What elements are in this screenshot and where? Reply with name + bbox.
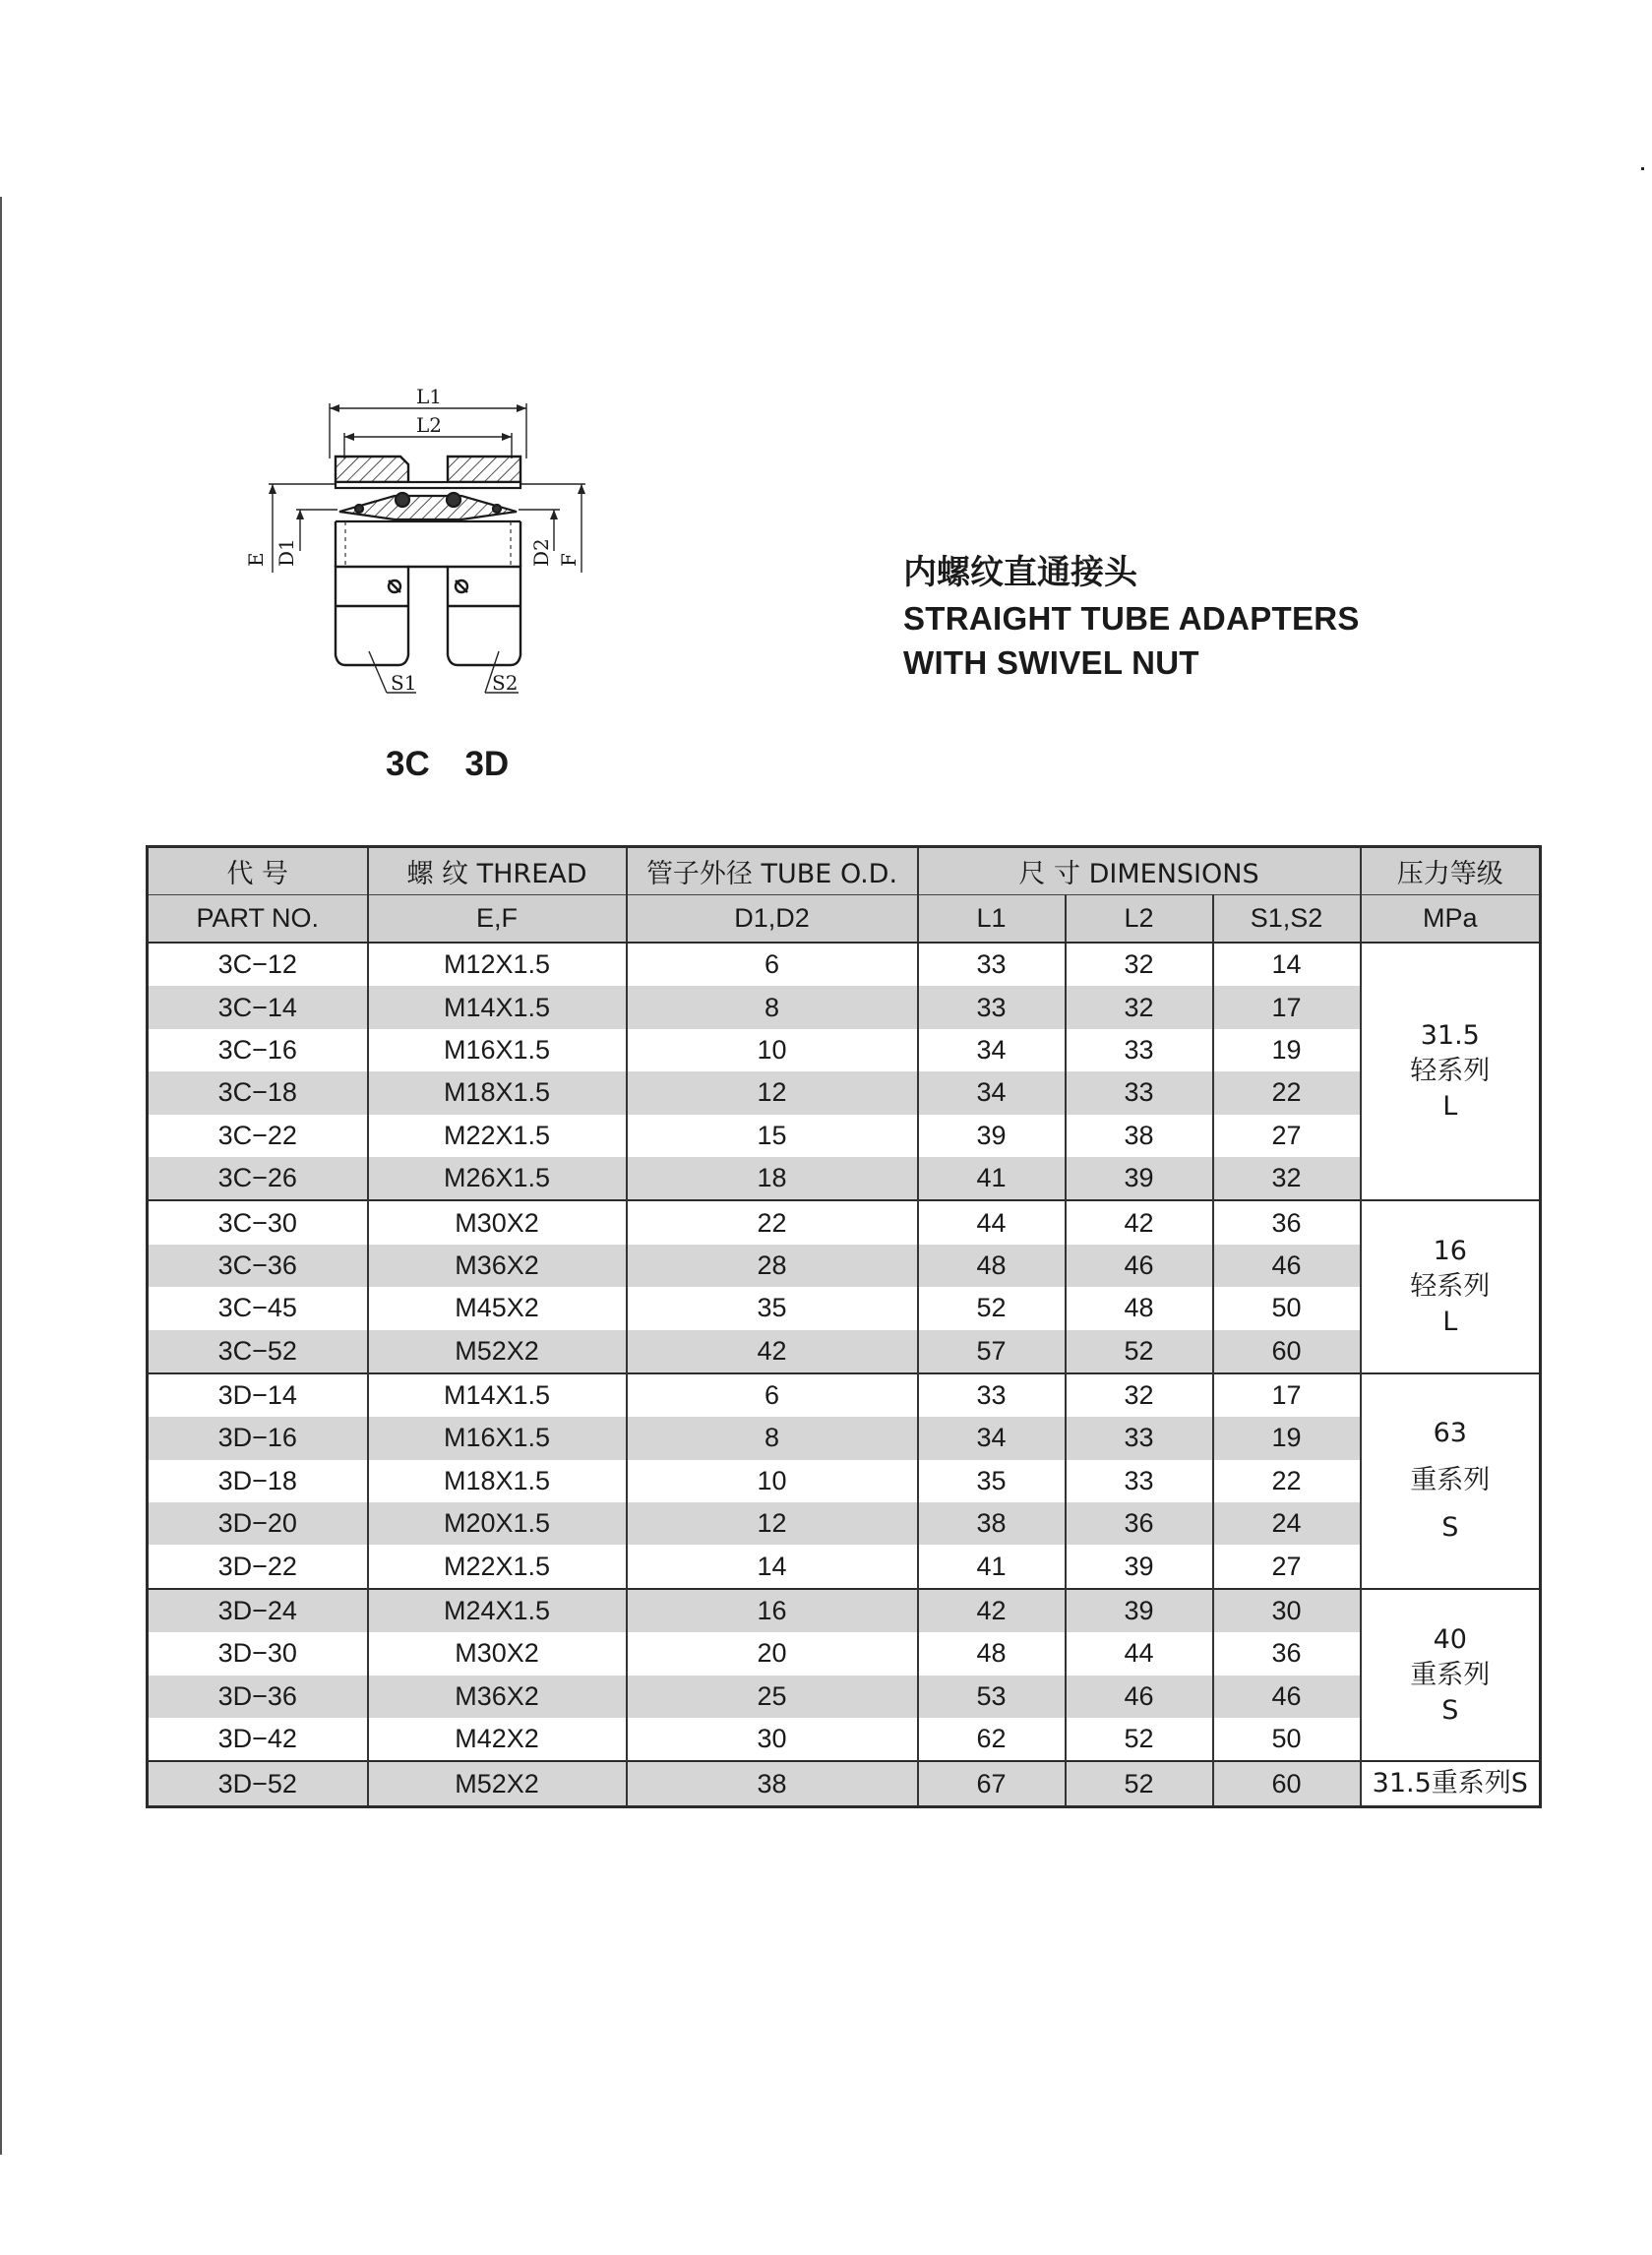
cell-thread: M14X1.5 <box>368 986 627 1028</box>
cell-part-no: 3D−52 <box>148 1761 368 1806</box>
cell-tube-od: 30 <box>627 1718 918 1761</box>
cell-thread: M18X1.5 <box>368 1071 627 1114</box>
cell-thread: M16X1.5 <box>368 1029 627 1071</box>
cell-tube-od: 15 <box>627 1115 918 1157</box>
cell-l2: 36 <box>1066 1502 1213 1545</box>
table-row <box>148 1417 1541 1459</box>
spec-table <box>146 845 1542 1808</box>
spec-table-container <box>146 845 1539 1808</box>
cell-l2: 46 <box>1066 1245 1213 1287</box>
cell-s1-s2: 22 <box>1213 1071 1361 1114</box>
table-row <box>148 986 1541 1028</box>
cell-s1-s2: 50 <box>1213 1718 1361 1761</box>
table-row <box>148 943 1541 986</box>
cell-s1-s2: 46 <box>1213 1245 1361 1287</box>
cell-tube-od: 8 <box>627 986 918 1028</box>
pressure-rating-line: 31.5重系列S <box>1372 1768 1528 1799</box>
pressure-rating-line: 轻系列 <box>1410 1271 1491 1303</box>
cell-l1: 41 <box>918 1157 1066 1200</box>
center-lines <box>345 521 511 567</box>
cell-l2: 39 <box>1066 1589 1213 1632</box>
cell-l1: 41 <box>918 1545 1066 1588</box>
header-l1: L1 <box>918 895 1066 944</box>
cell-l2: 39 <box>1066 1157 1213 1200</box>
cell-l2: 42 <box>1066 1200 1213 1244</box>
cell-s1-s2: 36 <box>1213 1632 1361 1675</box>
pressure-rating-line: 40 <box>1433 1623 1467 1655</box>
label-s1: S1 <box>391 671 417 695</box>
cell-part-no: 3D−22 <box>148 1545 368 1588</box>
table-row <box>148 1589 1541 1632</box>
cell-l2: 33 <box>1066 1071 1213 1114</box>
cell-thread: M22X1.5 <box>368 1115 627 1157</box>
cell-l1: 52 <box>918 1287 1066 1329</box>
title-english-line-2: WITH SWIVEL NUT <box>903 644 1199 681</box>
cell-thread: M16X1.5 <box>368 1417 627 1459</box>
pressure-rating-line: S <box>1441 1512 1459 1544</box>
table-row <box>148 1502 1541 1545</box>
cell-s1-s2: 19 <box>1213 1029 1361 1071</box>
pressure-rating-line: 轻系列 <box>1410 1056 1491 1087</box>
table-row <box>148 1245 1541 1287</box>
cell-part-no: 3C−18 <box>148 1071 368 1114</box>
header-tube-sub: D1,D2 <box>627 895 918 944</box>
table-row <box>148 1200 1541 1244</box>
cell-thread: M14X1.5 <box>368 1373 627 1417</box>
title-english-line-1: STRAIGHT TUBE ADAPTERS <box>903 600 1360 637</box>
cell-part-no: 3C−14 <box>148 986 368 1028</box>
cell-l1: 34 <box>918 1071 1066 1114</box>
cell-s1-s2: 60 <box>1213 1330 1361 1373</box>
header-part-en: PART NO. <box>148 895 368 944</box>
cell-tube-od: 25 <box>627 1676 918 1718</box>
cell-tube-od: 8 <box>627 1417 918 1459</box>
cell-s1-s2: 14 <box>1213 943 1361 986</box>
label-s2: S2 <box>492 671 519 695</box>
cell-part-no: 3C−22 <box>148 1115 368 1157</box>
label-e: E <box>244 552 268 567</box>
header-tube-od: 管子外径 TUBE O.D. <box>627 847 918 895</box>
cell-l1: 39 <box>918 1115 1066 1157</box>
cell-tube-od: 6 <box>627 943 918 986</box>
cell-l1: 53 <box>918 1676 1066 1718</box>
table-row <box>148 1632 1541 1675</box>
cell-s1-s2: 22 <box>1213 1460 1361 1502</box>
cell-part-no: 3C−30 <box>148 1200 368 1244</box>
cell-l1: 34 <box>918 1029 1066 1071</box>
cell-part-no: 3C−36 <box>148 1245 368 1287</box>
pressure-rating-line: L <box>1442 1307 1458 1338</box>
cell-part-no: 3C−16 <box>148 1029 368 1071</box>
pressure-rating-line: S <box>1441 1694 1459 1726</box>
cell-part-no: 3D−42 <box>148 1718 368 1761</box>
label-f: F <box>557 553 581 567</box>
cell-l2: 44 <box>1066 1632 1213 1675</box>
table-row <box>148 1460 1541 1502</box>
series-label: 3C 3D <box>386 745 510 783</box>
label-d2: D2 <box>529 538 553 567</box>
cell-s1-s2: 17 <box>1213 986 1361 1028</box>
table-row <box>148 1676 1541 1718</box>
pressure-rating-line: 重系列 <box>1410 1659 1491 1690</box>
cell-part-no: 3D−20 <box>148 1502 368 1545</box>
cell-l2: 33 <box>1066 1029 1213 1071</box>
swivel-nut-section <box>336 457 520 482</box>
cell-thread: M52X2 <box>368 1330 627 1373</box>
pressure-rating-cell <box>1361 1200 1541 1373</box>
cell-thread: M52X2 <box>368 1761 627 1806</box>
table-row <box>148 1330 1541 1373</box>
cell-tube-od: 28 <box>627 1245 918 1287</box>
cell-s1-s2: 24 <box>1213 1502 1361 1545</box>
cell-tube-od: 14 <box>627 1545 918 1588</box>
cell-part-no: 3D−14 <box>148 1373 368 1417</box>
header-dimensions: 尺 寸 DIMENSIONS <box>918 847 1361 895</box>
cell-part-no: 3C−12 <box>148 943 368 986</box>
cell-tube-od: 22 <box>627 1200 918 1244</box>
cell-thread: M36X2 <box>368 1676 627 1718</box>
table-row <box>148 1545 1541 1588</box>
table-body <box>148 943 1541 1806</box>
cell-thread: M18X1.5 <box>368 1460 627 1502</box>
cell-s1-s2: 36 <box>1213 1200 1361 1244</box>
cell-l2: 32 <box>1066 986 1213 1028</box>
cell-tube-od: 20 <box>627 1632 918 1675</box>
header-s: S1,S2 <box>1213 895 1361 944</box>
cell-tube-od: 38 <box>627 1761 918 1806</box>
cell-l2: 33 <box>1066 1417 1213 1459</box>
cell-tube-od: 10 <box>627 1460 918 1502</box>
pressure-rating-cell <box>1361 1589 1541 1762</box>
cell-s1-s2: 19 <box>1213 1417 1361 1459</box>
cell-thread: M24X1.5 <box>368 1589 627 1632</box>
page-mark <box>1641 167 1644 170</box>
title-block <box>903 549 1360 685</box>
pressure-rating-cell <box>1361 1761 1541 1806</box>
cell-l1: 67 <box>918 1761 1066 1806</box>
cell-l1: 62 <box>918 1718 1066 1761</box>
header-l2: L2 <box>1066 895 1213 944</box>
cell-tube-od: 12 <box>627 1502 918 1545</box>
hex-nut-outline <box>336 521 520 665</box>
pressure-rating-line: 31.5 <box>1420 1020 1480 1052</box>
cell-l1: 38 <box>918 1502 1066 1545</box>
table-row <box>148 1029 1541 1071</box>
header-thread-sub: E,F <box>368 895 627 944</box>
pressure-rating-line: 63 <box>1433 1418 1467 1449</box>
cell-s1-s2: 46 <box>1213 1676 1361 1718</box>
cell-thread: M20X1.5 <box>368 1502 627 1545</box>
cell-thread: M36X2 <box>368 1245 627 1287</box>
cell-l1: 48 <box>918 1245 1066 1287</box>
cell-part-no: 3C−26 <box>148 1157 368 1200</box>
cell-part-no: 3C−45 <box>148 1287 368 1329</box>
cell-l1: 42 <box>918 1589 1066 1632</box>
pressure-rating-cell <box>1361 943 1541 1200</box>
adapter-body-section <box>336 482 520 521</box>
cell-thread: M12X1.5 <box>368 943 627 986</box>
table-row <box>148 1761 1541 1806</box>
cell-s1-s2: 50 <box>1213 1287 1361 1329</box>
cell-l1: 33 <box>918 1373 1066 1417</box>
cell-thread: M30X2 <box>368 1632 627 1675</box>
header-pressure: 压力等级 <box>1361 847 1541 895</box>
cell-l2: 39 <box>1066 1545 1213 1588</box>
adapter-drawing <box>241 374 605 718</box>
pressure-rating-line: 16 <box>1433 1236 1467 1267</box>
cell-l2: 52 <box>1066 1330 1213 1373</box>
pressure-rating-line: 重系列 <box>1410 1465 1491 1496</box>
cell-part-no: 3C−52 <box>148 1330 368 1373</box>
header-part-cn: 代 号 <box>148 847 368 895</box>
table-row <box>148 1115 1541 1157</box>
cell-s1-s2: 17 <box>1213 1373 1361 1417</box>
cell-part-no: 3D−18 <box>148 1460 368 1502</box>
cell-thread: M26X1.5 <box>368 1157 627 1200</box>
cell-s1-s2: 60 <box>1213 1761 1361 1806</box>
cell-tube-od: 6 <box>627 1373 918 1417</box>
cell-tube-od: 35 <box>627 1287 918 1329</box>
cell-l1: 34 <box>918 1417 1066 1459</box>
title-chinese: 内螺纹直通接头 <box>903 553 1137 592</box>
table-row <box>148 1157 1541 1200</box>
cell-part-no: 3D−16 <box>148 1417 368 1459</box>
header-thread: 螺 纹 THREAD <box>368 847 627 895</box>
cell-l2: 46 <box>1066 1676 1213 1718</box>
table-row <box>148 1287 1541 1329</box>
table-row <box>148 1373 1541 1417</box>
cell-l2: 33 <box>1066 1460 1213 1502</box>
cell-part-no: 3D−36 <box>148 1676 368 1718</box>
header-pressure-unit: MPa <box>1361 895 1541 944</box>
cell-tube-od: 10 <box>627 1029 918 1071</box>
pressure-rating-line: L <box>1442 1091 1458 1123</box>
page-edge-rule <box>0 197 2 2155</box>
table-row <box>148 1071 1541 1114</box>
cell-tube-od: 12 <box>627 1071 918 1114</box>
cell-thread: M22X1.5 <box>368 1545 627 1588</box>
cell-l1: 48 <box>918 1632 1066 1675</box>
cell-s1-s2: 32 <box>1213 1157 1361 1200</box>
cell-tube-od: 18 <box>627 1157 918 1200</box>
cell-l1: 35 <box>918 1460 1066 1502</box>
cell-l2: 38 <box>1066 1115 1213 1157</box>
cell-thread: M45X2 <box>368 1287 627 1329</box>
table-row <box>148 1718 1541 1761</box>
cell-l1: 44 <box>918 1200 1066 1244</box>
label-l1: L1 <box>416 385 443 408</box>
cell-tube-od: 42 <box>627 1330 918 1373</box>
cell-s1-s2: 27 <box>1213 1545 1361 1588</box>
label-l2: L2 <box>416 413 443 437</box>
cell-part-no: 3D−30 <box>148 1632 368 1675</box>
cell-l2: 52 <box>1066 1718 1213 1761</box>
cell-l1: 33 <box>918 943 1066 986</box>
label-d1: D1 <box>275 538 298 567</box>
cell-s1-s2: 27 <box>1213 1115 1361 1157</box>
cell-tube-od: 16 <box>627 1589 918 1632</box>
cell-l1: 33 <box>918 986 1066 1028</box>
pressure-rating-cell <box>1361 1373 1541 1589</box>
cell-part-no: 3D−24 <box>148 1589 368 1632</box>
cell-thread: M42X2 <box>368 1718 627 1761</box>
cell-thread: M30X2 <box>368 1200 627 1244</box>
cell-l2: 32 <box>1066 943 1213 986</box>
cell-l2: 52 <box>1066 1761 1213 1806</box>
cell-l2: 32 <box>1066 1373 1213 1417</box>
cell-l2: 48 <box>1066 1287 1213 1329</box>
cell-s1-s2: 30 <box>1213 1589 1361 1632</box>
cell-l1: 57 <box>918 1330 1066 1373</box>
